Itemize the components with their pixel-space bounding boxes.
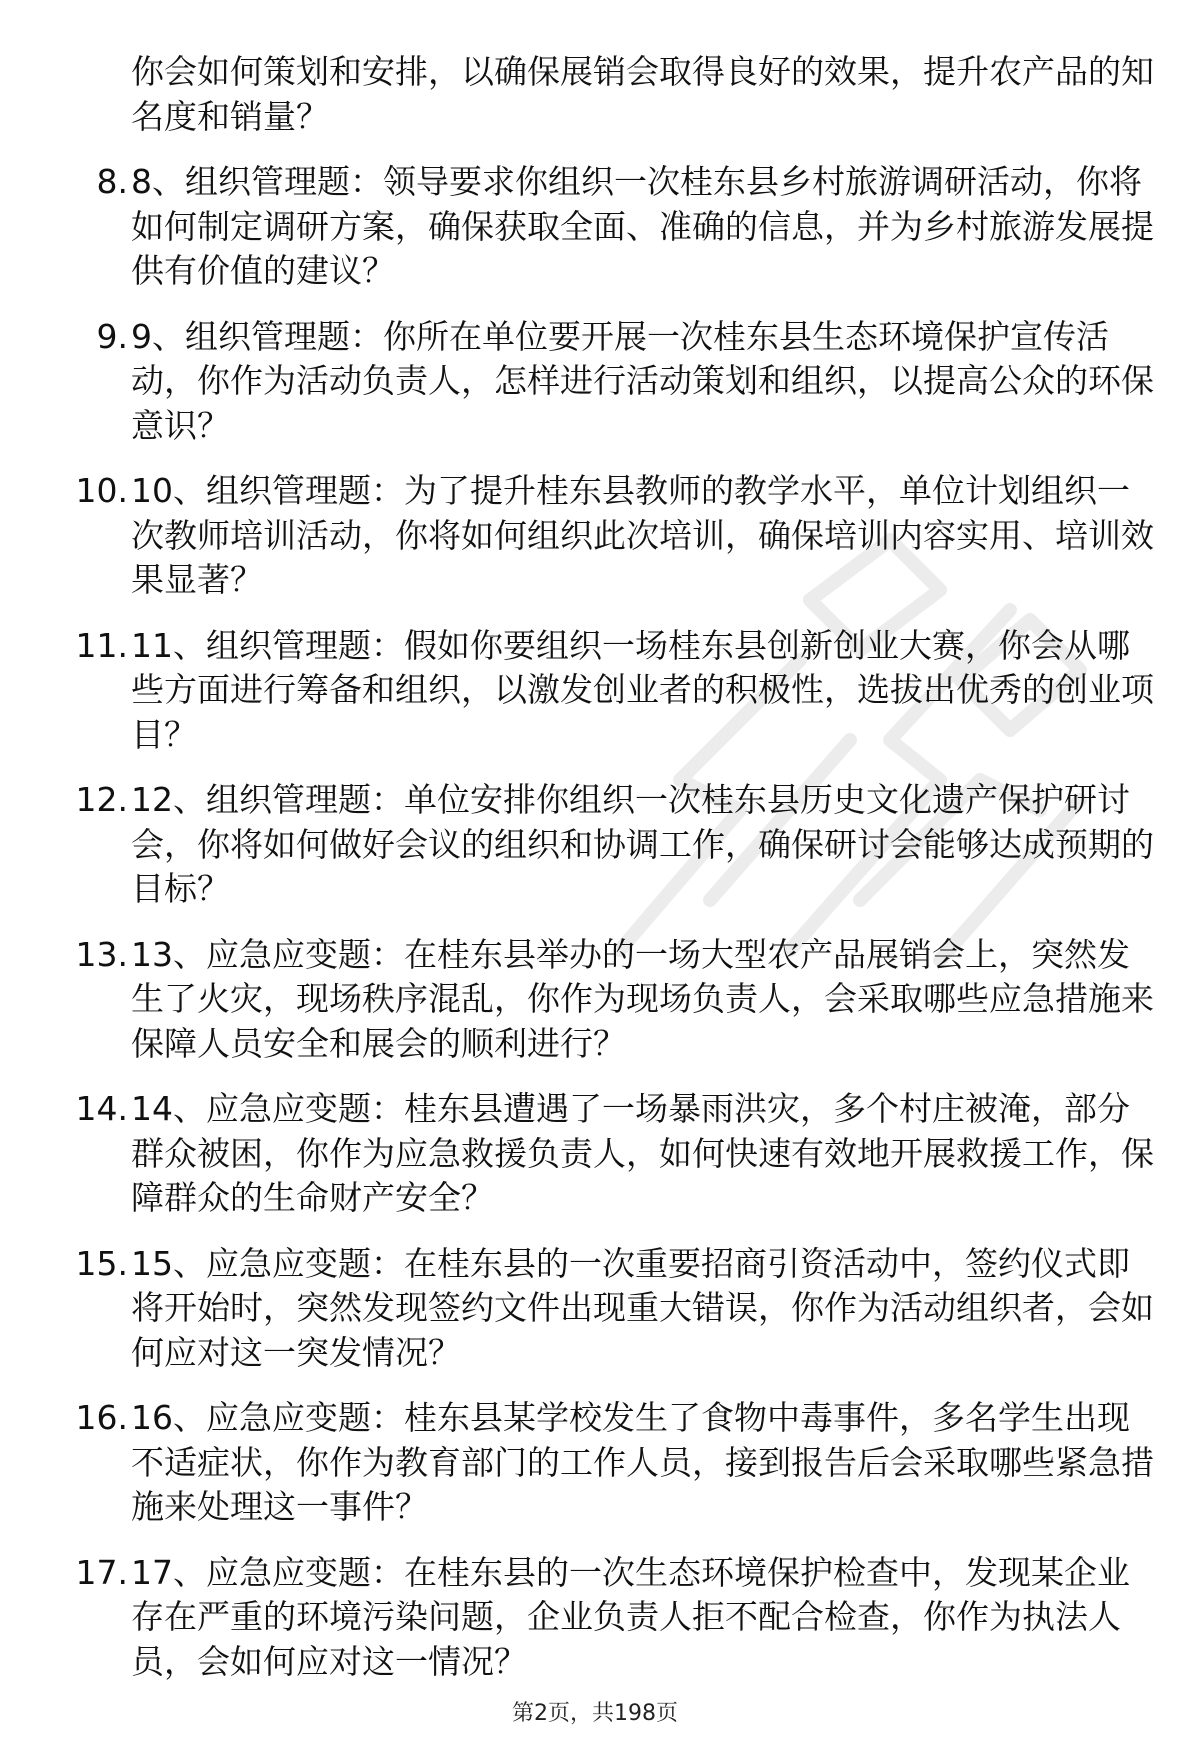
- list-item-number: 12.: [75, 780, 128, 819]
- list-item: [0, 1551, 1190, 1685]
- document-body: [0, 50, 1190, 1705]
- list-item-number: 14.: [75, 1089, 128, 1128]
- list-item: [0, 624, 1190, 758]
- page-footer: 第2页，共198页: [512, 1701, 678, 1726]
- list-item: [0, 778, 1190, 912]
- list-item-number: 9.: [96, 316, 128, 356]
- list-item-text: 13、应急应变题：在桂东县举办的一场大型农产品展销会上，突然发生了火灾，现场秩序混乱，你作为现场负责人，会采取哪些应急措施来保障人员安全和展会的顺利进行？: [131, 934, 1154, 1063]
- list-item-text: 15、应急应变题：在桂东县的一次重要招商引资活动中，签约仪式即将开始时，突然发现签约文件出现重大错误，你作为活动组织者，会如何应对这一突发情况？: [131, 1243, 1154, 1372]
- list-item-text: 10、组织管理题：为了提升桂东县教师的教学水平，单位计划组织一次教师培训活动，你将如何组织此次培训，确保培训内容实用、培训效果显著？: [131, 471, 1154, 599]
- list-item-text: 12、组织管理题：单位安排你组织一次桂东县历史文化遗产保护研讨会，你将如何做好会议的组织和协调工作，确保研讨会能够达成预期的目标？: [131, 780, 1154, 908]
- list-item-text: 17、应急应变题：在桂东县的一次生态环境保护检查中，发现某企业存在严重的环境污染问题，企业负责人拒不配合检查，你作为执法人员，会如何应对这一情况？: [131, 1552, 1130, 1681]
- list-item: [0, 1396, 1190, 1530]
- list-item-text: 11、组织管理题：假如你要组织一场桂东县创新创业大赛，你会从哪些方面进行筹备和组织，以激发创业者的积极性，选拔出优秀的创业项目？: [131, 625, 1154, 754]
- list-item-number: 16.: [75, 1398, 128, 1437]
- continuation-paragraph: 你会如何策划和安排，以确保展销会取得良好的效果，提升农产品的知名度和销量？: [131, 52, 1154, 136]
- list-item-number: 13.: [75, 934, 128, 974]
- list-item: [0, 1242, 1190, 1376]
- list-item-number: 8.: [96, 162, 128, 201]
- list-item-text: 8、组织管理题：领导要求你组织一次桂东县乡村旅游调研活动，你将如何制定调研方案，确保获取全面、准确的信息，并为乡村旅游发展提供有价值的建议？: [131, 162, 1154, 290]
- list-item-text: 9、组织管理题：你所在单位要开展一次桂东县生态环境保护宣传活动，你作为活动负责人，怎样进行活动策划和组织，以提高公众的环保意识？: [131, 316, 1154, 445]
- list-item-number: 10.: [75, 471, 128, 510]
- list-item: [0, 469, 1190, 603]
- list-item: [0, 315, 1190, 449]
- list-item-number: 15.: [75, 1243, 128, 1283]
- list-item: [0, 1087, 1190, 1221]
- list-item-number: 11.: [75, 625, 128, 665]
- list-item-text: 14、应急应变题：桂东县遭遇了一场暴雨洪灾，多个村庄被淹，部分群众被困，你作为应急救援负责人，如何快速有效地开展救援工作，保障群众的生命财产安全？: [131, 1089, 1154, 1217]
- list-item-number: 17.: [75, 1552, 128, 1592]
- list-item: [0, 933, 1190, 1067]
- list-item: [0, 160, 1190, 294]
- list-item-text: 16、应急应变题：桂东县某学校发生了食物中毒事件，多名学生出现不适症状，你作为教育部门的工作人员，接到报告后会采取哪些紧急措施来处理这一事件？: [131, 1398, 1154, 1526]
